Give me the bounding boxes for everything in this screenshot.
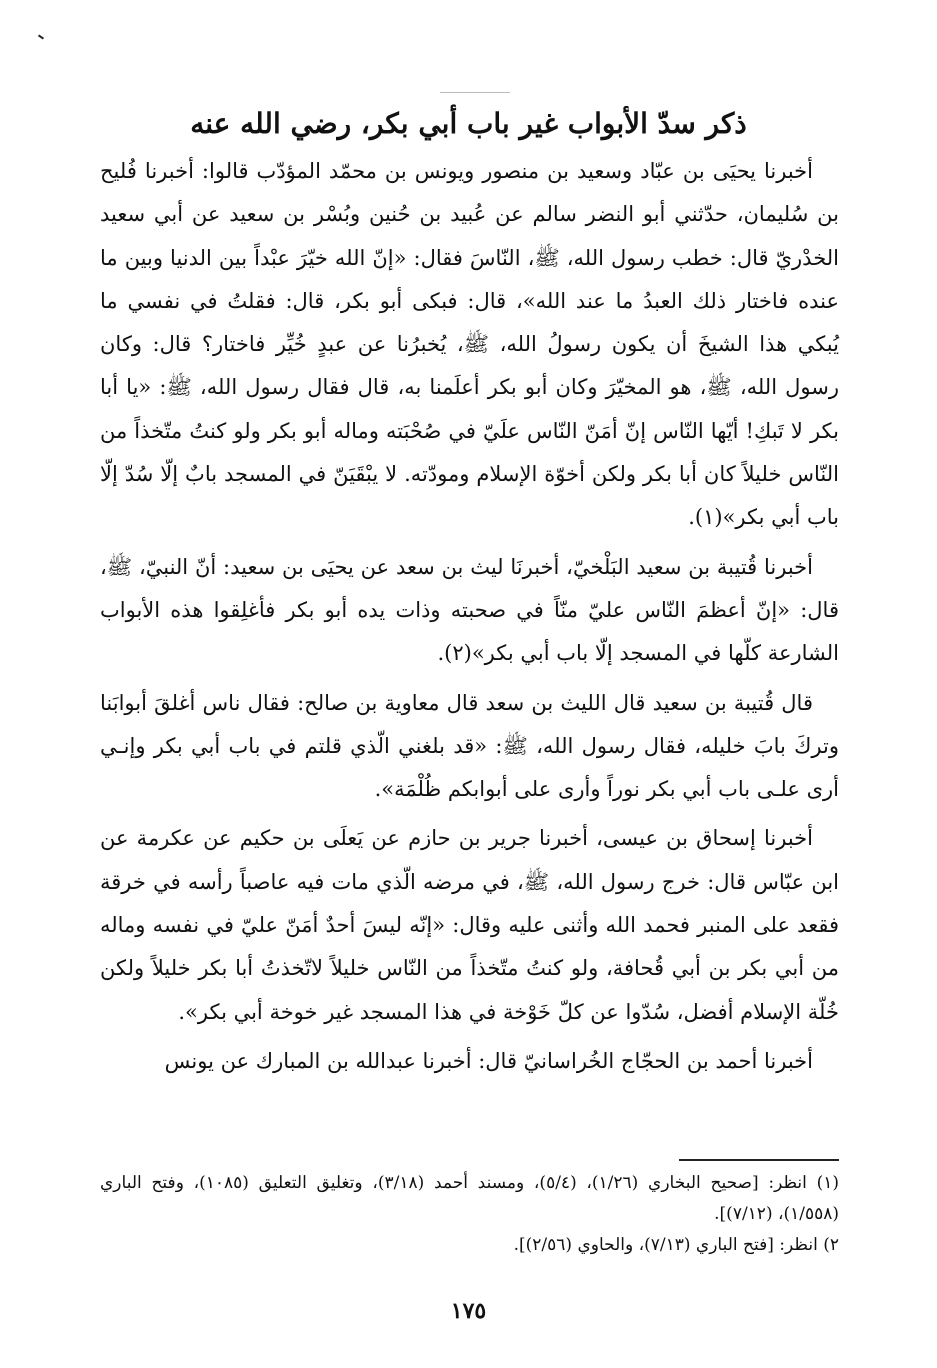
footnote-2: ٢) انظر: [فتح الباري (٧/١٣)، والحاوي (٢/٥٦)]. xyxy=(513,1235,839,1255)
paragraph-3: قال قُتيبة بن سعيد قال الليث بن سعد قال معاوية بن صالح: فقال ناس أغلقَ أبوابَنا وتركَ بابَ خليله، فقال رسول الله، ﷺ: «قد بلغني الّذي قلتم في باب أبي بكر وإنـي أرى علـى باب أبي بكر نوراً وأرى على أبوابكم ظُلْمَة». xyxy=(100,690,839,802)
paragraph-1: أخبرنا يحيَى بن عبّاد وسعيد بن منصور ويونس بن محمّد المؤدّب قالوا: أخبرنا فُليح بن سُليمان، حدّثني أبو النضر سالم عن عُبيد بن حُنين وبُسْر بن سعيد عن أبي سعيد الخدْريّ قال: خطب رسول الله، ﷺ، النّاسَ فقال: «إنّ الله خيّرَ عبْداً بين الدنيا وبين ما عنده فاختار ذلك العبدُ ما عند الله»، قال: فبكى أبو بكر، قال: فقلتُ في نفسي ما يُبكي هذا الشيخَ أن يكون رسولُ الله، ﷺ، يُخبرُنا عن عبدٍ خُيِّر فاختار؟ قال: وكان رسول الله، ﷺ، هو المخيّرَ وكان أبو بكر أعلَمنا به، قال فقال رسول الله، ﷺ: «يا أبا بكر لا تَبكِ! أيّها النّاس إنّ أمَنّ النّاس علَيّ في صُحْبَته وماله أبو بكر ولو كنتُ متّخذاً من النّاس خليلاً كان أبا بكر ولكن أخوّة الإسلام ومودّته. لا يبْقَيَنّ في المسجد بابٌ إلّا سُدّ إلّا باب أبي بكر»(١). xyxy=(100,159,839,530)
paragraph-5: أخبرنا أحمد بن الحجّاج الخُراسانيّ قال: أخبرنا عبدالله بن المبارك عن يونس xyxy=(164,1048,813,1073)
paragraph-4: أخبرنا إسحاق بن عيسى، أخبرنا جرير بن حازم عن يَعلَى بن حكيم عن عكرمة عن ابن عبّاس قال: خرج رسول الله، ﷺ، في مرضه الّذي مات فيه عاصباً رأسه في خرقة فقعد على المنبر فحمد الله وأثنى عليه وقال: «إنّه ليسَ أحدٌ أمَنّ عليّ في نفسه وماله من أبي بكر بن أبي قُحافة، ولو كنتُ متّخذاً من النّاس خليلاً لاتّخذتُ أبا بكر خليلاً ولكن خُلّة الإسلام أفضل، سُدّوا عن كلّ خَوْخة في هذا المسجد غير خوخة أبي بكر». xyxy=(100,826,839,1024)
main-text xyxy=(100,150,839,1089)
chapter-title: ذكر سدّ الأبواب غير باب أبي بكر، رضي الله عنه xyxy=(190,107,747,140)
paragraph-2: أخبرنا قُتيبة بن سعيد البَلْخيّ، أخبرنَا ليث بن سعد عن يحيَى بن سعيد: أنّ النبيّ، ﷺ، قال: «إنّ أعظمَ النّاس عليّ منّاً في صحبته وذات يده أبو بكر فأغلِقوا هذه الأبواب الشارعة كلّها في المسجد إلّا باب أبي بكر»(٢). xyxy=(100,554,839,666)
footnote-separator xyxy=(679,1159,839,1161)
header-rule xyxy=(440,92,510,93)
scan-mark xyxy=(38,34,44,39)
footnotes xyxy=(100,1168,839,1261)
footnote-1: (١) انظر: [صحيح البخاري (١/٢٦)، (٥/٤)، ومسند أحمد (٣/١٨)، وتغليق التعليق (١٠٨٥)، وفتح الباري (١/٥٥٨)، (٧/١٢)]. xyxy=(100,1173,839,1224)
page-number: ١٧٥ xyxy=(450,1298,487,1324)
